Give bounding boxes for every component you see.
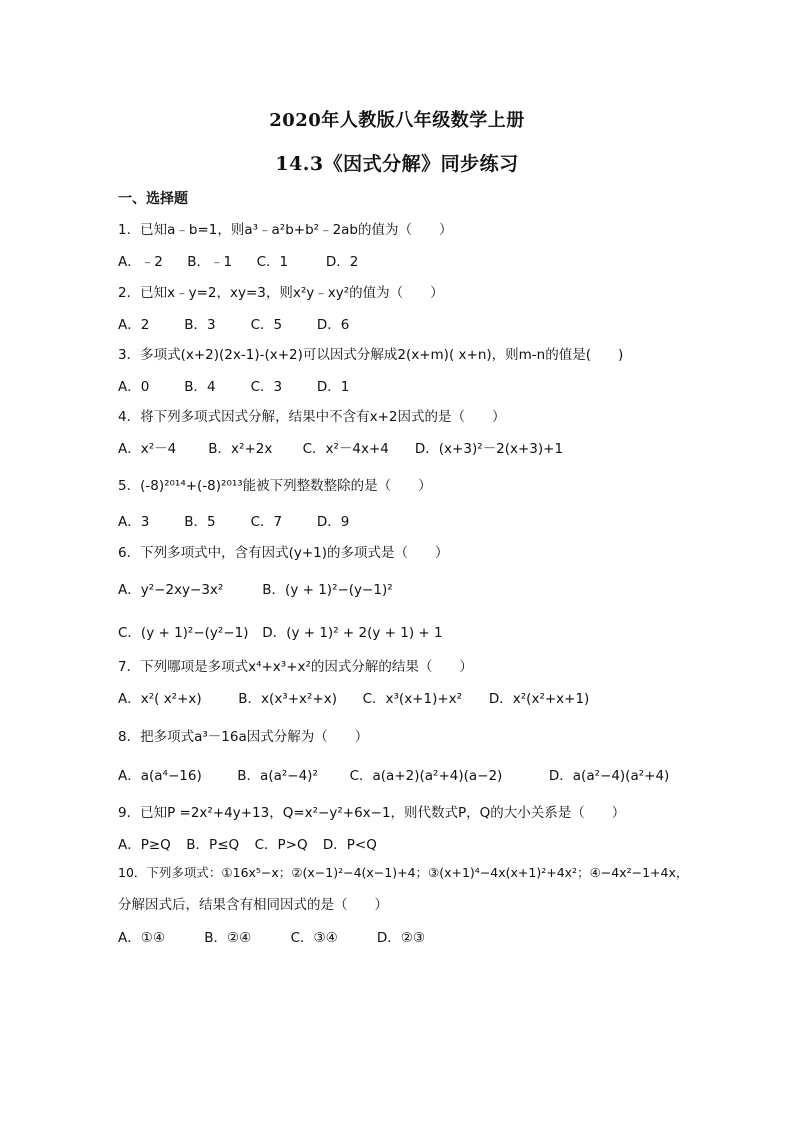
question-10-continued: 分解因式后，结果含有相同因式的是（ ） <box>118 897 388 913</box>
question-5: 5．(-8)²⁰¹⁴+(-8)²⁰¹³能被下列整数整除的是（ ） <box>118 478 432 494</box>
question-4-options <box>118 437 563 457</box>
question-1-options <box>118 250 358 270</box>
option-b: B．4 <box>184 379 216 395</box>
question-7: 7．下列哪项是多项式x⁴+x³+x²的因式分解的结果（ ） <box>118 659 473 675</box>
option-a: A．0 <box>118 379 150 395</box>
option-c: C．(y + 1)²−(y²−1) <box>118 625 249 641</box>
option-c: C．1 <box>256 254 289 270</box>
option-c: C．a(a+2)(a²+4)(a−2) <box>349 768 503 784</box>
option-b: B．x(x³+x²+x) <box>238 691 337 707</box>
option-c: C．7 <box>250 514 283 530</box>
question-2-options <box>118 313 349 333</box>
option-d: D．6 <box>316 317 350 333</box>
option-d: D．9 <box>316 514 350 530</box>
option-a: A．﹣2 <box>118 254 163 270</box>
question-1: 1．已知a﹣b=1，则a³﹣a²b+b²﹣2ab的值为（ ） <box>118 222 453 238</box>
option-c: C．x²－4x+4 <box>302 441 389 457</box>
question-3-options <box>118 375 349 395</box>
option-b: B．x²+2x <box>208 441 273 457</box>
question-5-options <box>118 510 349 530</box>
option-a: A．x²－4 <box>118 441 177 457</box>
option-b: B．②④ <box>204 930 252 946</box>
option-a: A．3 <box>118 514 150 530</box>
question-8: 8．把多项式a³－16a因式分解为（ ） <box>118 729 369 745</box>
document-title: 2020年人教版八年级数学上册 <box>269 110 525 131</box>
option-b: B．(y + 1)²−(y−1)² <box>262 582 393 598</box>
option-a: A．①④ <box>118 930 165 946</box>
option-a: A．P≥Q <box>118 837 171 853</box>
option-d: D．1 <box>316 379 350 395</box>
question-7-options <box>118 687 589 707</box>
question-6: 6．下列多项式中，含有因式(y+1)的多项式是（ ） <box>118 545 449 561</box>
question-6-options-row-1 <box>118 578 393 598</box>
question-6-options-row-2 <box>118 621 443 641</box>
option-a: A．y²−2xy−3x² <box>118 582 224 598</box>
option-d: D．P<Q <box>322 837 377 853</box>
option-c: C．5 <box>250 317 283 333</box>
question-9-options <box>118 833 377 853</box>
option-c: C．x³(x+1)+x² <box>362 691 463 707</box>
question-10-options <box>118 926 425 946</box>
option-b: B．3 <box>184 317 216 333</box>
question-2: 2．已知x﹣y=2，xy=3，则x²y﹣xy²的值为（ ） <box>118 285 444 301</box>
document-subtitle: 14.3《因式分解》同步练习 <box>275 153 519 175</box>
question-9: 9．已知P =2x²+4y+13，Q=x²−y²+6x−1，则代数式P，Q的大小关系是（ ） <box>118 805 626 821</box>
option-d: D．(y + 1)² + 2(y + 1) + 1 <box>262 625 443 641</box>
option-b: B．a(a²−4)² <box>237 768 318 784</box>
option-d: D．x²(x²+x+1) <box>488 691 590 707</box>
option-c: C．3 <box>250 379 283 395</box>
option-b: B．P≤Q <box>186 837 240 853</box>
option-d: D．②③ <box>376 930 425 946</box>
question-10: 10．下列多项式：①16x⁵−x；②(x−1)²−4(x−1)+4；③(x+1)⁴−4x(x+1)²+4x²；④−4x²−1+4x， <box>118 865 689 880</box>
option-b: B．﹣1 <box>187 254 233 270</box>
option-a: A．a(a⁴−16) <box>118 768 202 784</box>
option-a: A．x²( x²+x) <box>118 691 202 707</box>
option-c: C．③④ <box>290 930 338 946</box>
option-d: D．2 <box>325 254 359 270</box>
option-a: A．2 <box>118 317 150 333</box>
question-3: 3．多项式(x+2)(2x-1)-(x+2)可以因式分解成2(x+m)( x+n)，则m-n的值是( ) <box>118 347 624 363</box>
question-4: 4．将下列多项式因式分解，结果中不含有x+2因式的是（ ） <box>118 409 506 425</box>
section-heading: 一、选择题 <box>118 191 188 207</box>
question-8-options <box>118 764 669 784</box>
option-c: C．P>Q <box>254 837 308 853</box>
option-d: D．(x+3)²－2(x+3)+1 <box>414 441 564 457</box>
option-d: D．a(a²−4)(a²+4) <box>548 768 670 784</box>
option-b: B．5 <box>184 514 216 530</box>
